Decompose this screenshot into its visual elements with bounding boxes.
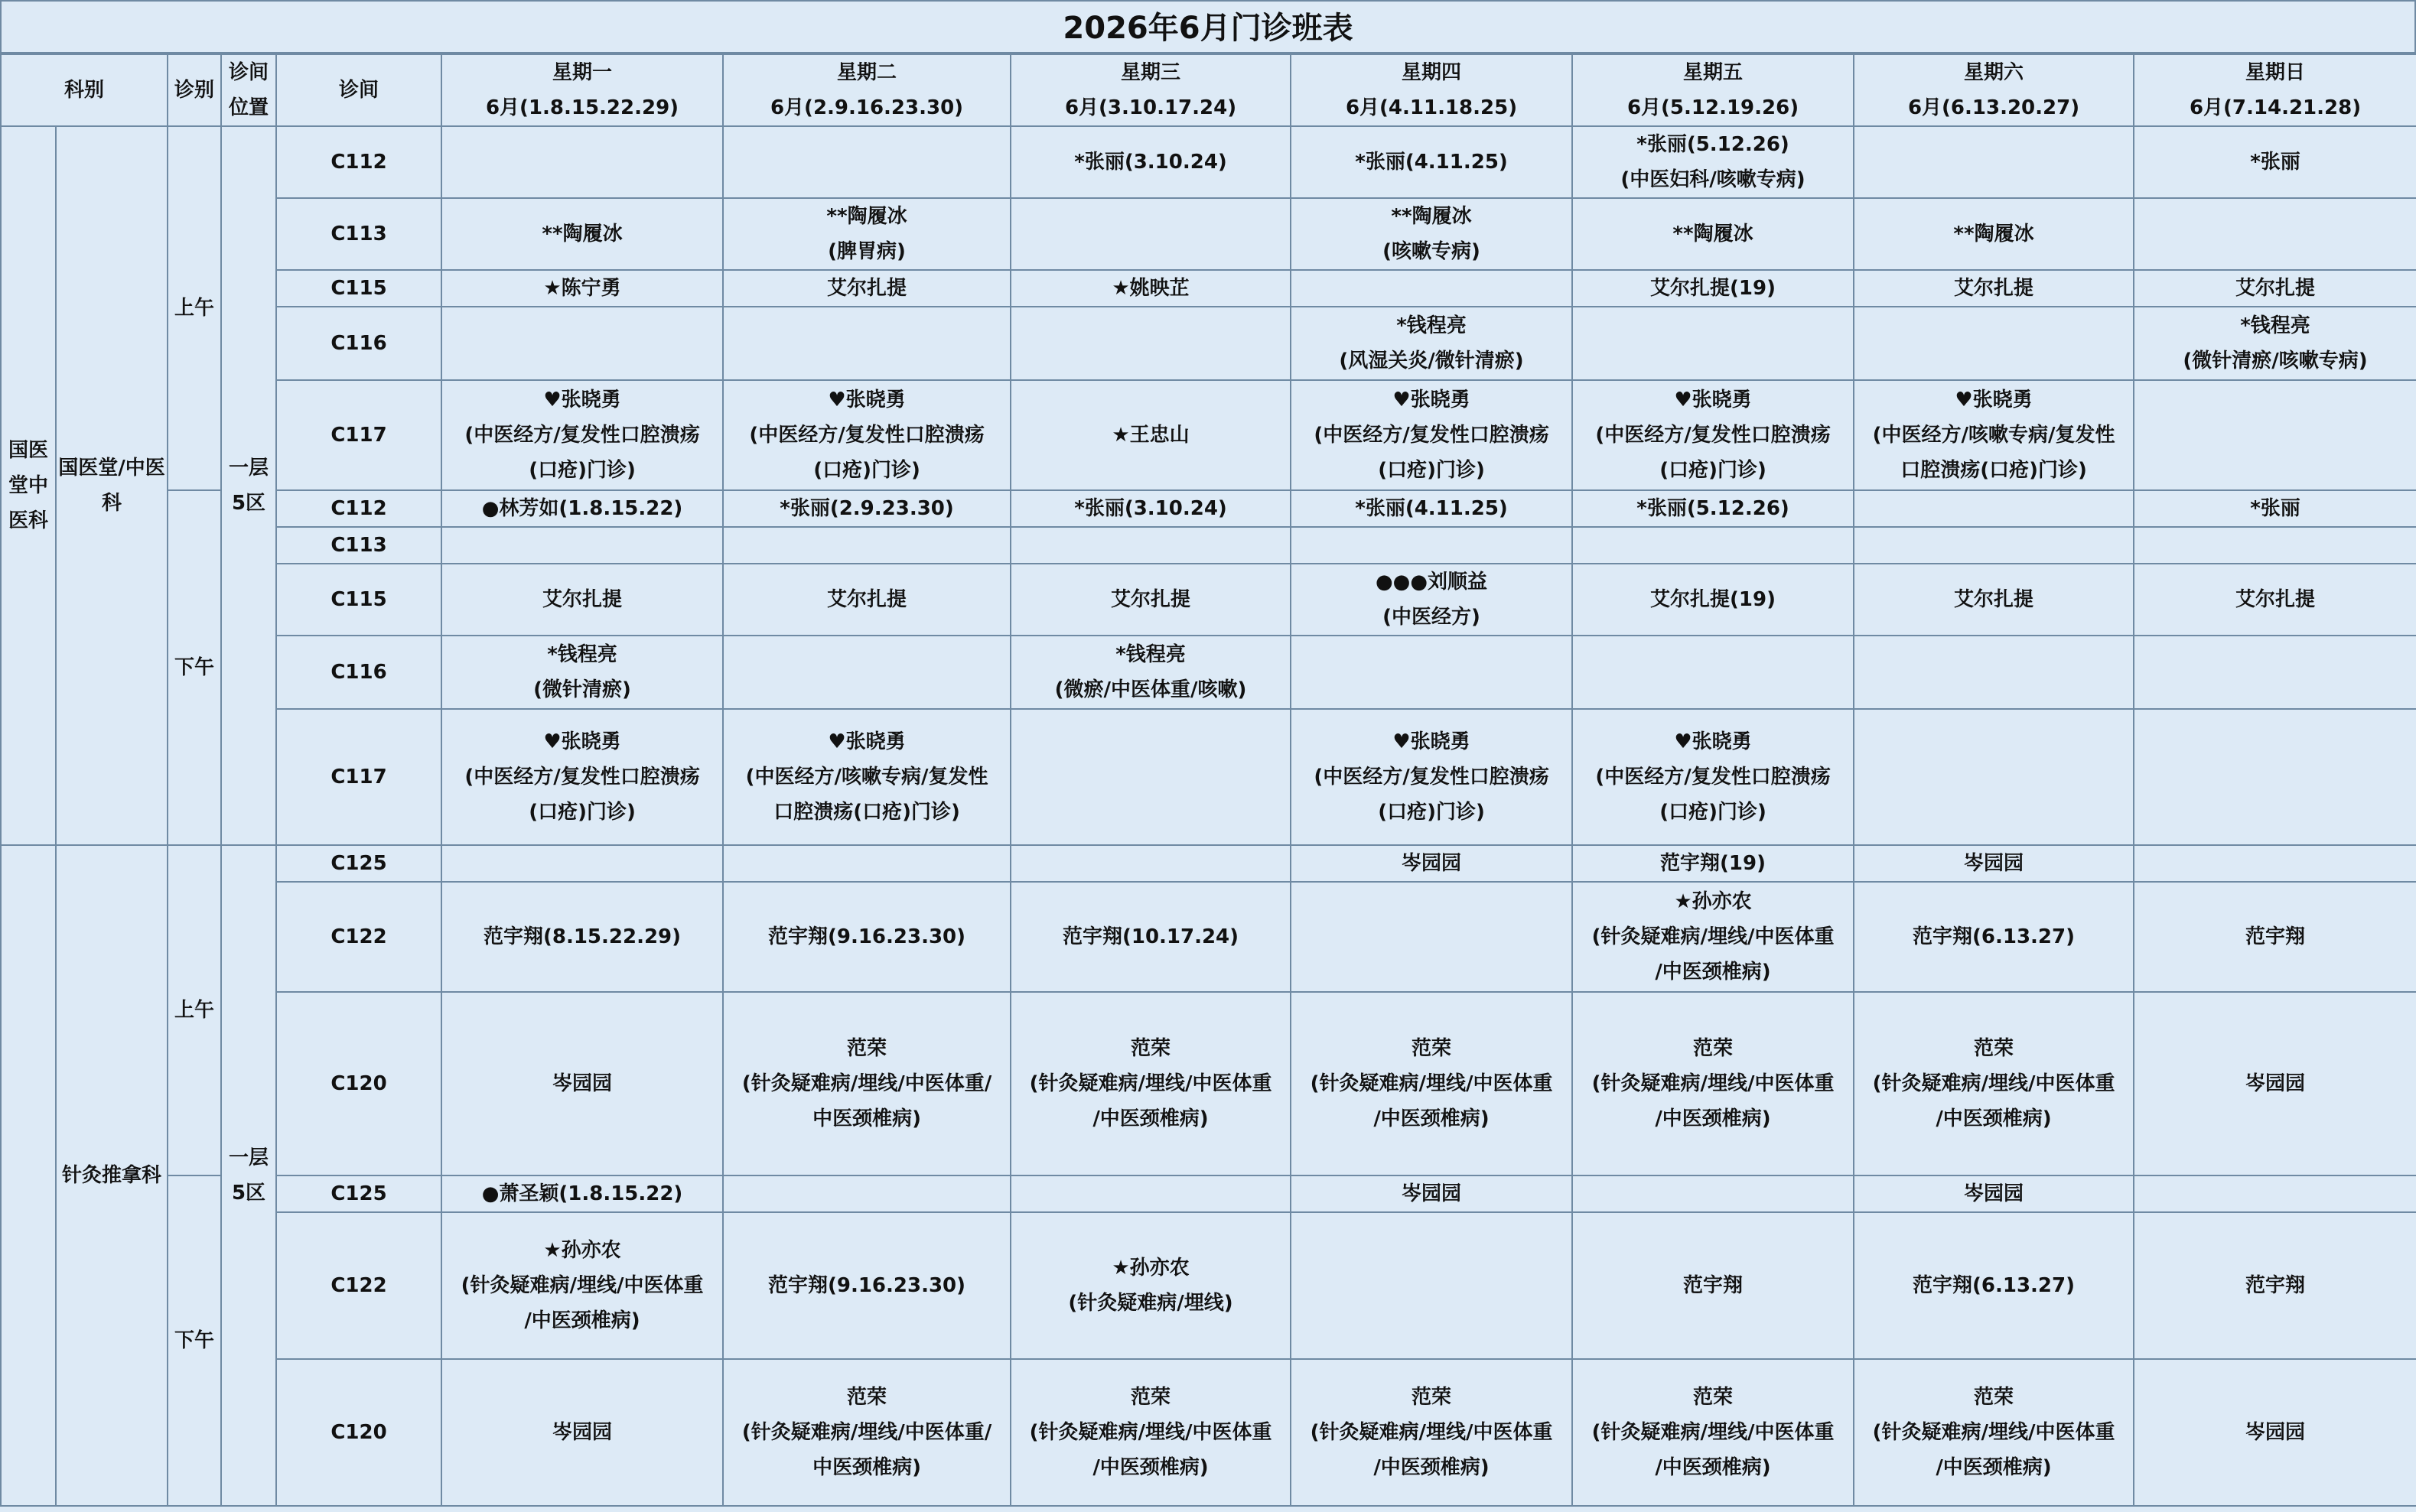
- schedule-cell: 范宇翔(10.17.24): [1011, 882, 1291, 992]
- schedule-cell: ♥张晓勇 (中医经方/咳嗽专病/复发性 口腔溃疡(口疮)门诊): [1854, 380, 2134, 490]
- schedule-cell: ★孙亦农 (针灸疑难病/埋线): [1011, 1212, 1291, 1359]
- room-cell: C115: [276, 564, 441, 636]
- schedule-cell: ♥张晓勇 (中医经方/复发性口腔溃疡 (口疮)门诊): [441, 380, 723, 490]
- schedule-cell: **陶履冰 (脾胃病): [723, 198, 1011, 270]
- schedule-cell: *张丽(3.10.24): [1011, 126, 1291, 198]
- schedule-cell: 岑园园: [441, 1359, 723, 1506]
- schedule-cell: ★王忠山: [1011, 380, 1291, 490]
- table-row: [1, 307, 2416, 380]
- header-day: 星期一 6月(1.8.15.22.29): [441, 54, 723, 126]
- schedule-cell: 艾尔扎提: [1011, 564, 1291, 636]
- room-cell: C117: [276, 380, 441, 490]
- schedule-cell: [441, 307, 723, 380]
- room-cell: C122: [276, 1212, 441, 1359]
- schedule-cell: [723, 1175, 1011, 1212]
- schedule-cell: [1011, 845, 1291, 882]
- schedule-cell: ♥张晓勇 (中医经方/复发性口腔溃疡 (口疮)门诊): [723, 380, 1011, 490]
- location-label: 一层5区: [221, 845, 276, 1506]
- session-afternoon: 下午: [168, 1175, 221, 1506]
- schedule-cell: *钱程亮 (风湿关炎/微针清瘀): [1291, 307, 1572, 380]
- schedule-cell: 范荣 (针灸疑难病/埋线/中医体重/ 中医颈椎病): [723, 1359, 1011, 1506]
- schedule-cell: [1572, 527, 1854, 564]
- page-title: 2026年6月门诊班表: [0, 0, 2416, 54]
- schedule-cell: [723, 126, 1011, 198]
- schedule-cell: [2134, 845, 2416, 882]
- schedule-cell: ★陈宁勇: [441, 270, 723, 307]
- schedule-cell: 艾尔扎提: [2134, 270, 2416, 307]
- room-cell: C122: [276, 882, 441, 992]
- table-row: [1, 882, 2416, 992]
- schedule-cell: [1854, 126, 2134, 198]
- schedule-cell: 范荣 (针灸疑难病/埋线/中医体重 /中医颈椎病): [1011, 992, 1291, 1175]
- schedule-cell: ●●●刘顺益 (中医经方): [1291, 564, 1572, 636]
- schedule-cell: 范宇翔(9.16.23.30): [723, 1212, 1011, 1359]
- table-row: [1, 490, 2416, 527]
- header-day: 星期六 6月(6.13.20.27): [1854, 54, 2134, 126]
- room-cell: C115: [276, 270, 441, 307]
- schedule-cell: 范荣 (针灸疑难病/埋线/中医体重 /中医颈椎病): [1854, 1359, 2134, 1506]
- header-dept: 科别: [1, 54, 168, 126]
- schedule-cell: *张丽(5.12.26): [1572, 490, 1854, 527]
- schedule-cell: 范荣 (针灸疑难病/埋线/中医体重 /中医颈椎病): [1011, 1359, 1291, 1506]
- table-row: [1, 1212, 2416, 1359]
- schedule-cell: 范宇翔(19): [1572, 845, 1854, 882]
- schedule-cell: [1011, 307, 1291, 380]
- schedule-cell: *张丽(4.11.25): [1291, 126, 1572, 198]
- schedule-cell: 范宇翔: [2134, 1212, 2416, 1359]
- schedule-cell: [441, 845, 723, 882]
- schedule-cell: 艾尔扎提: [1854, 270, 2134, 307]
- header-day: 星期四 6月(4.11.18.25): [1291, 54, 1572, 126]
- schedule-cell: 岑园园: [1291, 845, 1572, 882]
- schedule-cell: 范荣 (针灸疑难病/埋线/中医体重/ 中医颈椎病): [723, 992, 1011, 1175]
- schedule-cell: 范荣 (针灸疑难病/埋线/中医体重 /中医颈椎病): [1854, 992, 2134, 1175]
- schedule-cell: [1011, 1175, 1291, 1212]
- schedule-cell: [2134, 380, 2416, 490]
- schedule-cell: [441, 126, 723, 198]
- schedule-cell: ★孙亦农 (针灸疑难病/埋线/中医体重 /中医颈椎病): [1572, 882, 1854, 992]
- table-row: [1, 1359, 2416, 1506]
- schedule-cell: 艾尔扎提: [1854, 564, 2134, 636]
- schedule-cell: [723, 307, 1011, 380]
- schedule-cell: ♥张晓勇 (中医经方/复发性口腔溃疡 (口疮)门诊): [1291, 380, 1572, 490]
- schedule-cell: **陶履冰: [1572, 198, 1854, 270]
- schedule-cell: 艾尔扎提: [441, 564, 723, 636]
- schedule-cell: 艾尔扎提: [723, 564, 1011, 636]
- sub-dept-label: 针灸推拿科: [56, 845, 168, 1506]
- schedule-cell: *张丽: [2134, 126, 2416, 198]
- schedule-cell: *张丽(2.9.23.30): [723, 490, 1011, 527]
- schedule-cell: *钱程亮 (微瘀/中医体重/咳嗽): [1011, 636, 1291, 709]
- room-cell: C117: [276, 709, 441, 845]
- schedule-cell: *张丽: [2134, 490, 2416, 527]
- schedule-cell: 岑园园: [1854, 845, 2134, 882]
- schedule-cell: 岑园园: [1291, 1175, 1572, 1212]
- header-day: 星期五 6月(5.12.19.26): [1572, 54, 1854, 126]
- table-row: [1, 1175, 2416, 1212]
- schedule-cell: **陶履冰: [1854, 198, 2134, 270]
- schedule-cell: ●林芳如(1.8.15.22): [441, 490, 723, 527]
- table-row: [1, 709, 2416, 845]
- header-room: 诊间: [276, 54, 441, 126]
- table-row: [1, 636, 2416, 709]
- schedule-cell: [1854, 490, 2134, 527]
- schedule-cell: 范荣 (针灸疑难病/埋线/中医体重 /中医颈椎病): [1291, 1359, 1572, 1506]
- schedule-cell: 范宇翔(8.15.22.29): [441, 882, 723, 992]
- schedule-cell: [1854, 527, 2134, 564]
- schedule-cell: 范荣 (针灸疑难病/埋线/中医体重 /中医颈椎病): [1572, 992, 1854, 1175]
- schedule-cell: [1291, 882, 1572, 992]
- room-cell: C112: [276, 490, 441, 527]
- schedule-cell: *钱程亮 (微针清瘀): [441, 636, 723, 709]
- room-cell: C116: [276, 307, 441, 380]
- schedule-cell: ★孙亦农 (针灸疑难病/埋线/中医体重 /中医颈椎病): [441, 1212, 723, 1359]
- schedule-cell: 岑园园: [441, 992, 723, 1175]
- schedule-cell: [1291, 527, 1572, 564]
- schedule-cell: *钱程亮 (微针清瘀/咳嗽专病): [2134, 307, 2416, 380]
- location-label: 一层5区: [221, 126, 276, 845]
- schedule-table: [0, 54, 2416, 1507]
- outer-dept-blank: [1, 845, 56, 1506]
- schedule-cell: [723, 636, 1011, 709]
- schedule-cell: [1572, 307, 1854, 380]
- schedule-cell: 范宇翔: [2134, 882, 2416, 992]
- outer-dept-label: 国医堂中医科: [1, 126, 56, 845]
- table-row: [1, 527, 2416, 564]
- schedule-cell: 范宇翔(6.13.27): [1854, 882, 2134, 992]
- schedule-cell: ♥张晓勇 (中医经方/复发性口腔溃疡 (口疮)门诊): [441, 709, 723, 845]
- table-row: [1, 992, 2416, 1175]
- schedule-cell: [2134, 198, 2416, 270]
- schedule-cell: 艾尔扎提(19): [1572, 564, 1854, 636]
- schedule-cell: **陶履冰 (咳嗽专病): [1291, 198, 1572, 270]
- header-row: [1, 54, 2416, 126]
- schedule-cell: [1854, 636, 2134, 709]
- room-cell: C113: [276, 198, 441, 270]
- schedule-cell: [723, 845, 1011, 882]
- schedule-cell: [1572, 636, 1854, 709]
- schedule-cell: [1011, 198, 1291, 270]
- schedule-cell: ★姚映芷: [1011, 270, 1291, 307]
- schedule-cell: 范荣 (针灸疑难病/埋线/中医体重 /中医颈椎病): [1291, 992, 1572, 1175]
- schedule-cell: [441, 527, 723, 564]
- session-morning: 上午: [168, 126, 221, 490]
- table-row: [1, 380, 2416, 490]
- schedule-cell: [2134, 636, 2416, 709]
- session-morning: 上午: [168, 845, 221, 1175]
- schedule-cell: 岑园园: [1854, 1175, 2134, 1212]
- table-row: [1, 845, 2416, 882]
- schedule-cell: 范荣 (针灸疑难病/埋线/中医体重 /中医颈椎病): [1572, 1359, 1854, 1506]
- room-cell: C113: [276, 527, 441, 564]
- header-day: 星期三 6月(3.10.17.24): [1011, 54, 1291, 126]
- sub-dept-label: 国医堂/中医科: [56, 126, 168, 845]
- table-row: [1, 270, 2416, 307]
- room-cell: C125: [276, 845, 441, 882]
- schedule-cell: 岑园园: [2134, 1359, 2416, 1506]
- schedule-cell: 范宇翔: [1572, 1212, 1854, 1359]
- room-cell: C112: [276, 126, 441, 198]
- table-row: [1, 126, 2416, 198]
- session-afternoon: 下午: [168, 490, 221, 845]
- schedule-cell: [2134, 1175, 2416, 1212]
- schedule-cell: 艾尔扎提(19): [1572, 270, 1854, 307]
- header-day: 星期二 6月(2.9.16.23.30): [723, 54, 1011, 126]
- schedule-cell: [723, 527, 1011, 564]
- schedule-cell: [1854, 307, 2134, 380]
- schedule-cell: *张丽(4.11.25): [1291, 490, 1572, 527]
- header-session: 诊别: [168, 54, 221, 126]
- room-cell: C116: [276, 636, 441, 709]
- room-cell: C120: [276, 1359, 441, 1506]
- header-location: 诊间位置: [221, 54, 276, 126]
- schedule-cell: ♥张晓勇 (中医经方/复发性口腔溃疡 (口疮)门诊): [1291, 709, 1572, 845]
- schedule-cell: [2134, 527, 2416, 564]
- schedule-cell: *张丽(3.10.24): [1011, 490, 1291, 527]
- table-row: [1, 564, 2416, 636]
- schedule-cell: [1011, 527, 1291, 564]
- table-row: [1, 198, 2416, 270]
- room-cell: C120: [276, 992, 441, 1175]
- room-cell: C125: [276, 1175, 441, 1212]
- schedule-cell: 范宇翔(6.13.27): [1854, 1212, 2134, 1359]
- header-day: 星期日 6月(7.14.21.28): [2134, 54, 2416, 126]
- schedule-cell: ♥张晓勇 (中医经方/复发性口腔溃疡 (口疮)门诊): [1572, 380, 1854, 490]
- schedule-cell: [1572, 1175, 1854, 1212]
- schedule-cell: [2134, 709, 2416, 845]
- schedule-cell: 岑园园: [2134, 992, 2416, 1175]
- schedule-cell: *张丽(5.12.26) (中医妇科/咳嗽专病): [1572, 126, 1854, 198]
- schedule-cell: ♥张晓勇 (中医经方/咳嗽专病/复发性 口腔溃疡(口疮)门诊): [723, 709, 1011, 845]
- schedule-cell: ♥张晓勇 (中医经方/复发性口腔溃疡 (口疮)门诊): [1572, 709, 1854, 845]
- schedule-cell: [1291, 270, 1572, 307]
- schedule-cell: 艾尔扎提: [723, 270, 1011, 307]
- schedule-cell: 艾尔扎提: [2134, 564, 2416, 636]
- schedule-cell: **陶履冰: [441, 198, 723, 270]
- schedule-cell: [1854, 709, 2134, 845]
- schedule-cell: ●萧圣颖(1.8.15.22): [441, 1175, 723, 1212]
- schedule-cell: [1291, 636, 1572, 709]
- schedule-cell: 范宇翔(9.16.23.30): [723, 882, 1011, 992]
- schedule-cell: [1291, 1212, 1572, 1359]
- schedule-cell: [1011, 709, 1291, 845]
